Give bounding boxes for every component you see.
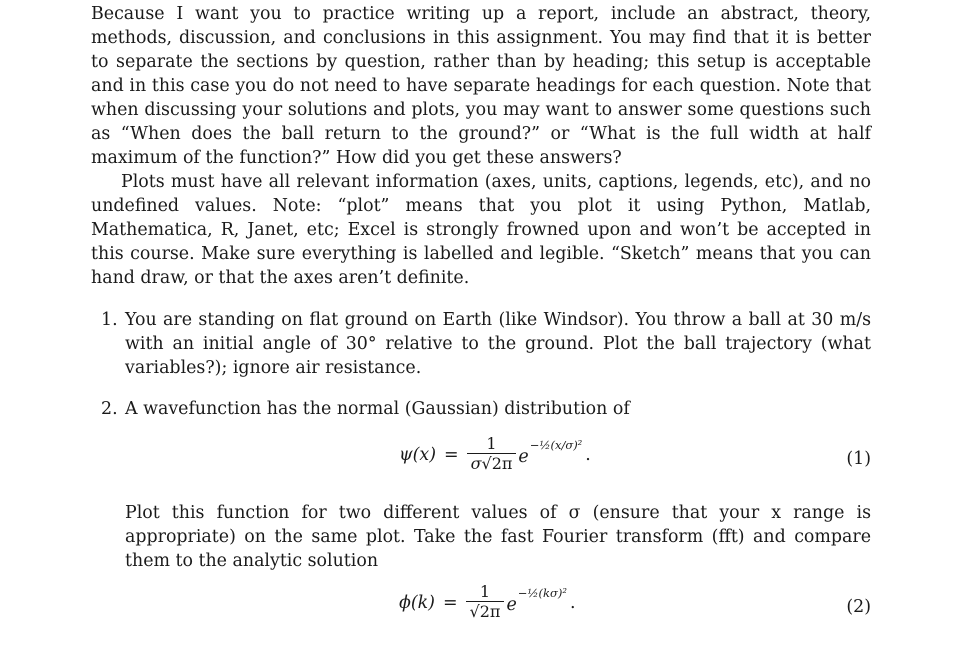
denominator-prefix: σ — [470, 454, 482, 473]
question-number: 2. — [101, 399, 118, 419]
sqrt-radicand: 2π — [479, 602, 501, 621]
fraction-denominator — [467, 453, 517, 474]
equation-terminator: . — [569, 592, 576, 613]
exponential-e: e — [506, 594, 517, 615]
equation-1 — [125, 429, 871, 491]
exponent: −½(x/σ)² — [529, 437, 583, 452]
equation-2 — [125, 579, 871, 637]
fraction — [466, 583, 505, 622]
intro-paragraph: Because I want you to practice writing up a report, include an abstract, theory, methods, discussion, and conclusions in this assignment. You may find that it is better to separate the sections by question, rather than by heading; this setup is acceptable and in this case you do not need to have separate headings for each question. Note that when discussing your solutions and plots, you may want to answer some questions such as “When does the ball return to the ground?” or “What is the full width at half maximum of the function?” How did you get these answers? — [91, 4, 871, 168]
equation-lhs: ψ(x) — [399, 444, 437, 465]
equation-terminator: . — [585, 444, 591, 465]
exponential-e: e — [518, 446, 529, 467]
sqrt-icon: √ — [469, 602, 480, 621]
question-text: You are standing on flat ground on Earth (like Windsor). You throw a ball at 30 m/s with an initial angle of 30° relative to the ground. Plot the ball trajectory (what variables?); ignore air resistance. — [125, 310, 871, 378]
equation-lhs: ϕ(k) — [399, 592, 435, 613]
equation-number: (1) — [846, 449, 871, 469]
fraction — [467, 435, 517, 474]
fraction-numerator: 1 — [486, 434, 497, 453]
equation-number: (2) — [846, 597, 871, 617]
fraction-denominator — [466, 601, 505, 622]
sqrt-icon: √ — [481, 454, 492, 473]
equation-body — [399, 435, 591, 474]
equals-sign: = — [444, 444, 459, 465]
question-text: A wavefunction has the normal (Gaussian) distribution of — [125, 399, 630, 419]
fraction-numerator: 1 — [479, 582, 491, 601]
question-item-2 — [91, 397, 871, 637]
equals-sign: = — [442, 592, 458, 613]
question-item-1 — [91, 308, 871, 380]
assignment-page — [91, 2, 871, 637]
sqrt-radicand: 2π — [491, 454, 513, 473]
question-text-continued: Plot this function for two different values of σ (ensure that your x range is appropriate) on the same plot. Take the fast Fourier transform (fft) and compare them to the analytic solution — [125, 503, 871, 571]
exponent: −½(kσ)² — [517, 585, 567, 600]
question-list — [91, 308, 871, 637]
equation-body — [399, 583, 575, 622]
question-number: 1. — [101, 310, 118, 330]
plots-paragraph: Plots must have all relevant information (axes, units, captions, legends, etc), and no undefined values. Note: “plot” means that you plot it using Python, Matlab, Mathematica, R, Janet, etc; Excel is strongly frowned upon and won’t be accepted in this course. Make sure everything is labelled and legible. “Sketch” means that you can hand draw, or that the axes aren’t definite. — [91, 172, 871, 288]
